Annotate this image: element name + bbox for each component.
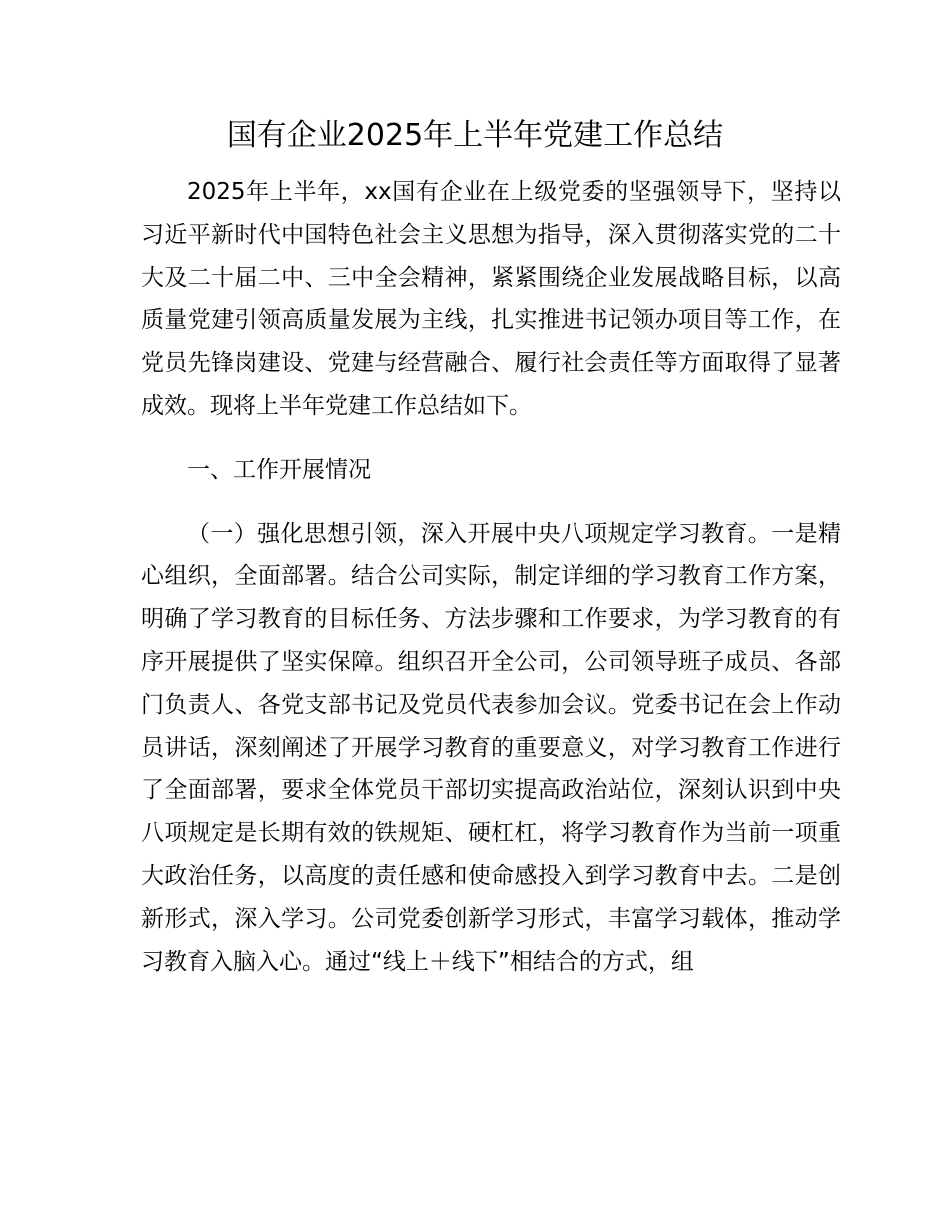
document-body (141, 171, 841, 983)
document-title: 国有企业2025年上半年党建工作总结 (226, 118, 724, 153)
intro-paragraph: 2025年上半年，xx国有企业在上级党委的坚强领导下，坚持以习近平新时代中国特色社会主义思想为指导，深入贯彻落实党的二十大及二十届二中、三中全会精神，紧紧围绕企业发展战略目标，以高质量党建引领高质量发展为主线，扎实推进书记领办项目等工作，在党员先锋岗建设、党建与经营融合、履行社会责任等方面取得了显著成效。现将上半年党建工作总结如下。 (141, 179, 841, 419)
section-heading: 一、工作开展情况 (187, 456, 371, 483)
subsection-paragraph: （一）强化思想引领，深入开展中央八项规定学习教育。一是精心组织，全面部署。结合公司实际，制定详细的学习教育工作方案，明确了学习教育的目标任务、方法步骤和工作要求，为学习教育的有序开展提供了坚实保障。组织召开全公司，公司领导班子成员、各部门负责人、各党支部书记及党员代表参加会议。党委书记在会上作动员讲话，深刻阐述了开展学习教育的重要意义，对学习教育工作进行了全面部署，要求全体党员干部切实提高政治站位，深刻认识到中央八项规定是长期有效的铁规矩、硬杠杠，将学习教育作为当前一项重大政治任务，以高度的责任感和使命感投入到学习教育中去。二是创新形式，深入学习。公司党委创新学习形式，丰富学习载体，推动学习教育入脑入心。通过“线上＋线下”相结合的方式，组 (141, 520, 841, 975)
